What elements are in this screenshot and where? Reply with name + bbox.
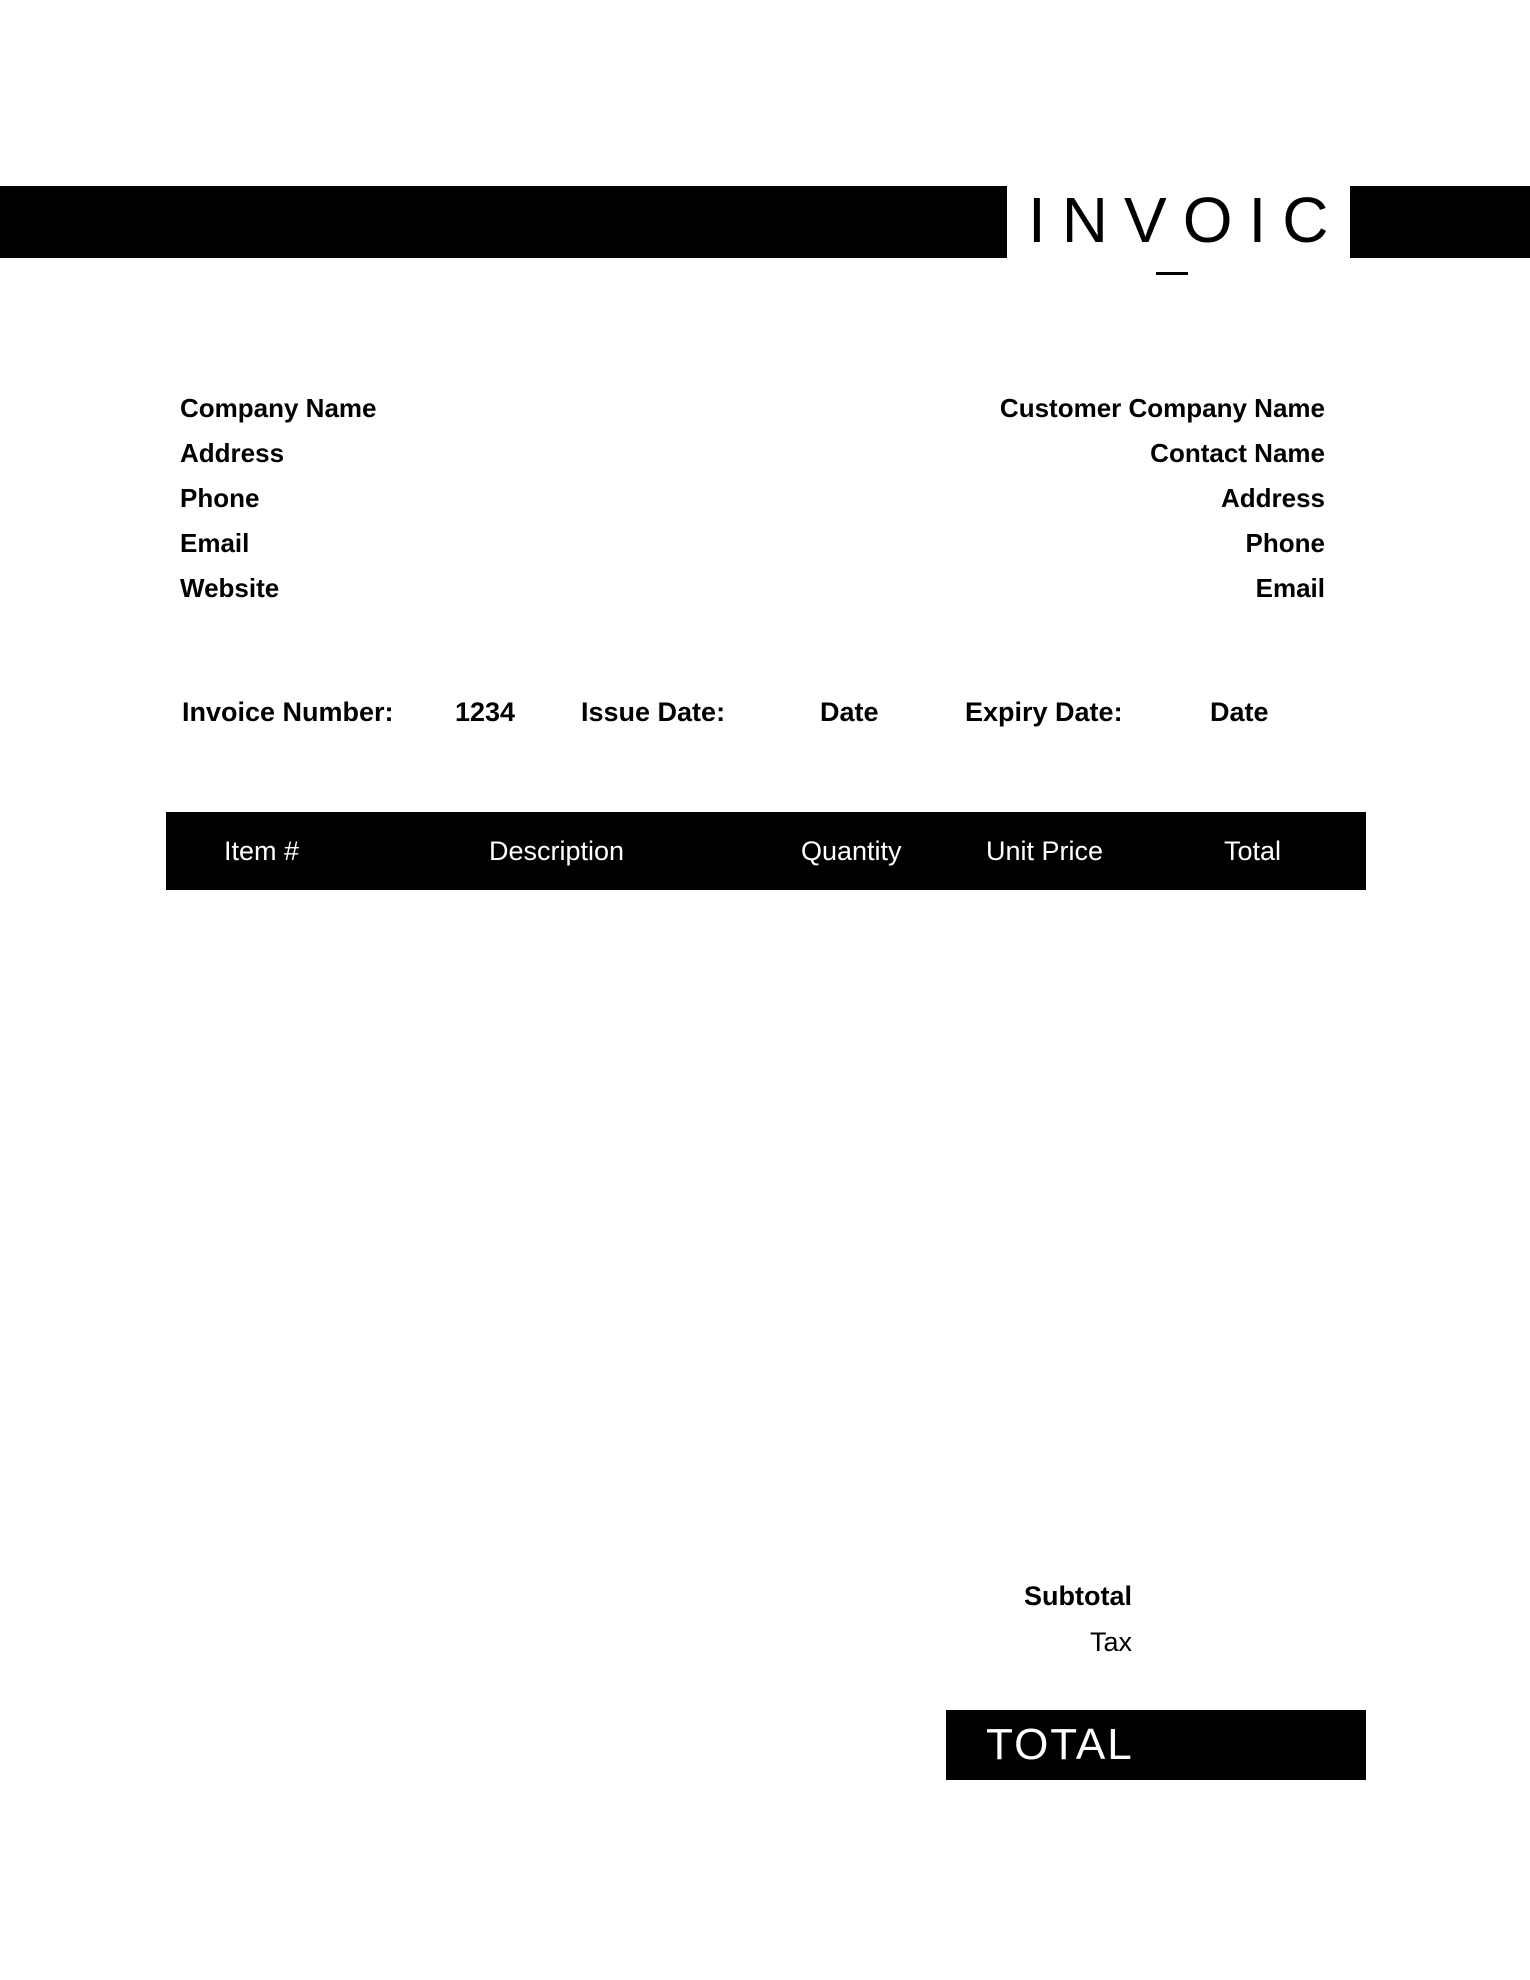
seller-company-name: Company Name	[180, 393, 377, 423]
tax-label: Tax	[1089, 1627, 1132, 1657]
invoice-number-label: Invoice Number:	[182, 697, 394, 727]
column-header-item: Item #	[224, 836, 300, 866]
issue-date-label: Issue Date:	[581, 697, 726, 727]
seller-website: Website	[180, 573, 280, 603]
column-header-unit-price: Unit Price	[986, 836, 1104, 866]
invoice-number-value: 1234	[455, 697, 516, 727]
column-header-description: Description	[489, 836, 625, 866]
customer-company-name: Customer Company Name	[999, 393, 1325, 423]
customer-address: Address	[1220, 483, 1325, 513]
customer-info	[1000, 386, 1325, 611]
column-header-quantity: Quantity	[801, 836, 902, 866]
customer-contact-name: Contact Name	[1150, 438, 1325, 468]
seller-address: Address	[180, 438, 285, 468]
seller-email: Email	[180, 528, 250, 558]
items-table-body	[166, 890, 1366, 1530]
title-underline-mark	[1156, 272, 1188, 275]
seller-phone: Phone	[180, 483, 260, 513]
total-label: TOTAL	[986, 1720, 1134, 1769]
expiry-date-label: Expiry Date:	[965, 697, 1123, 727]
total-box	[946, 1710, 1366, 1780]
issue-date-value: Date	[820, 697, 879, 727]
seller-info	[180, 386, 377, 611]
invoice-title: INVOIC	[1028, 184, 1345, 256]
customer-phone: Phone	[1245, 528, 1325, 558]
header-bar-left	[0, 186, 1007, 258]
customer-email: Email	[1255, 573, 1325, 603]
items-table-header	[166, 812, 1366, 890]
column-header-total: Total	[1224, 836, 1282, 866]
expiry-date-value: Date	[1210, 697, 1269, 727]
header-bar-right	[1350, 186, 1530, 258]
subtotal-label: Subtotal	[1024, 1581, 1132, 1611]
